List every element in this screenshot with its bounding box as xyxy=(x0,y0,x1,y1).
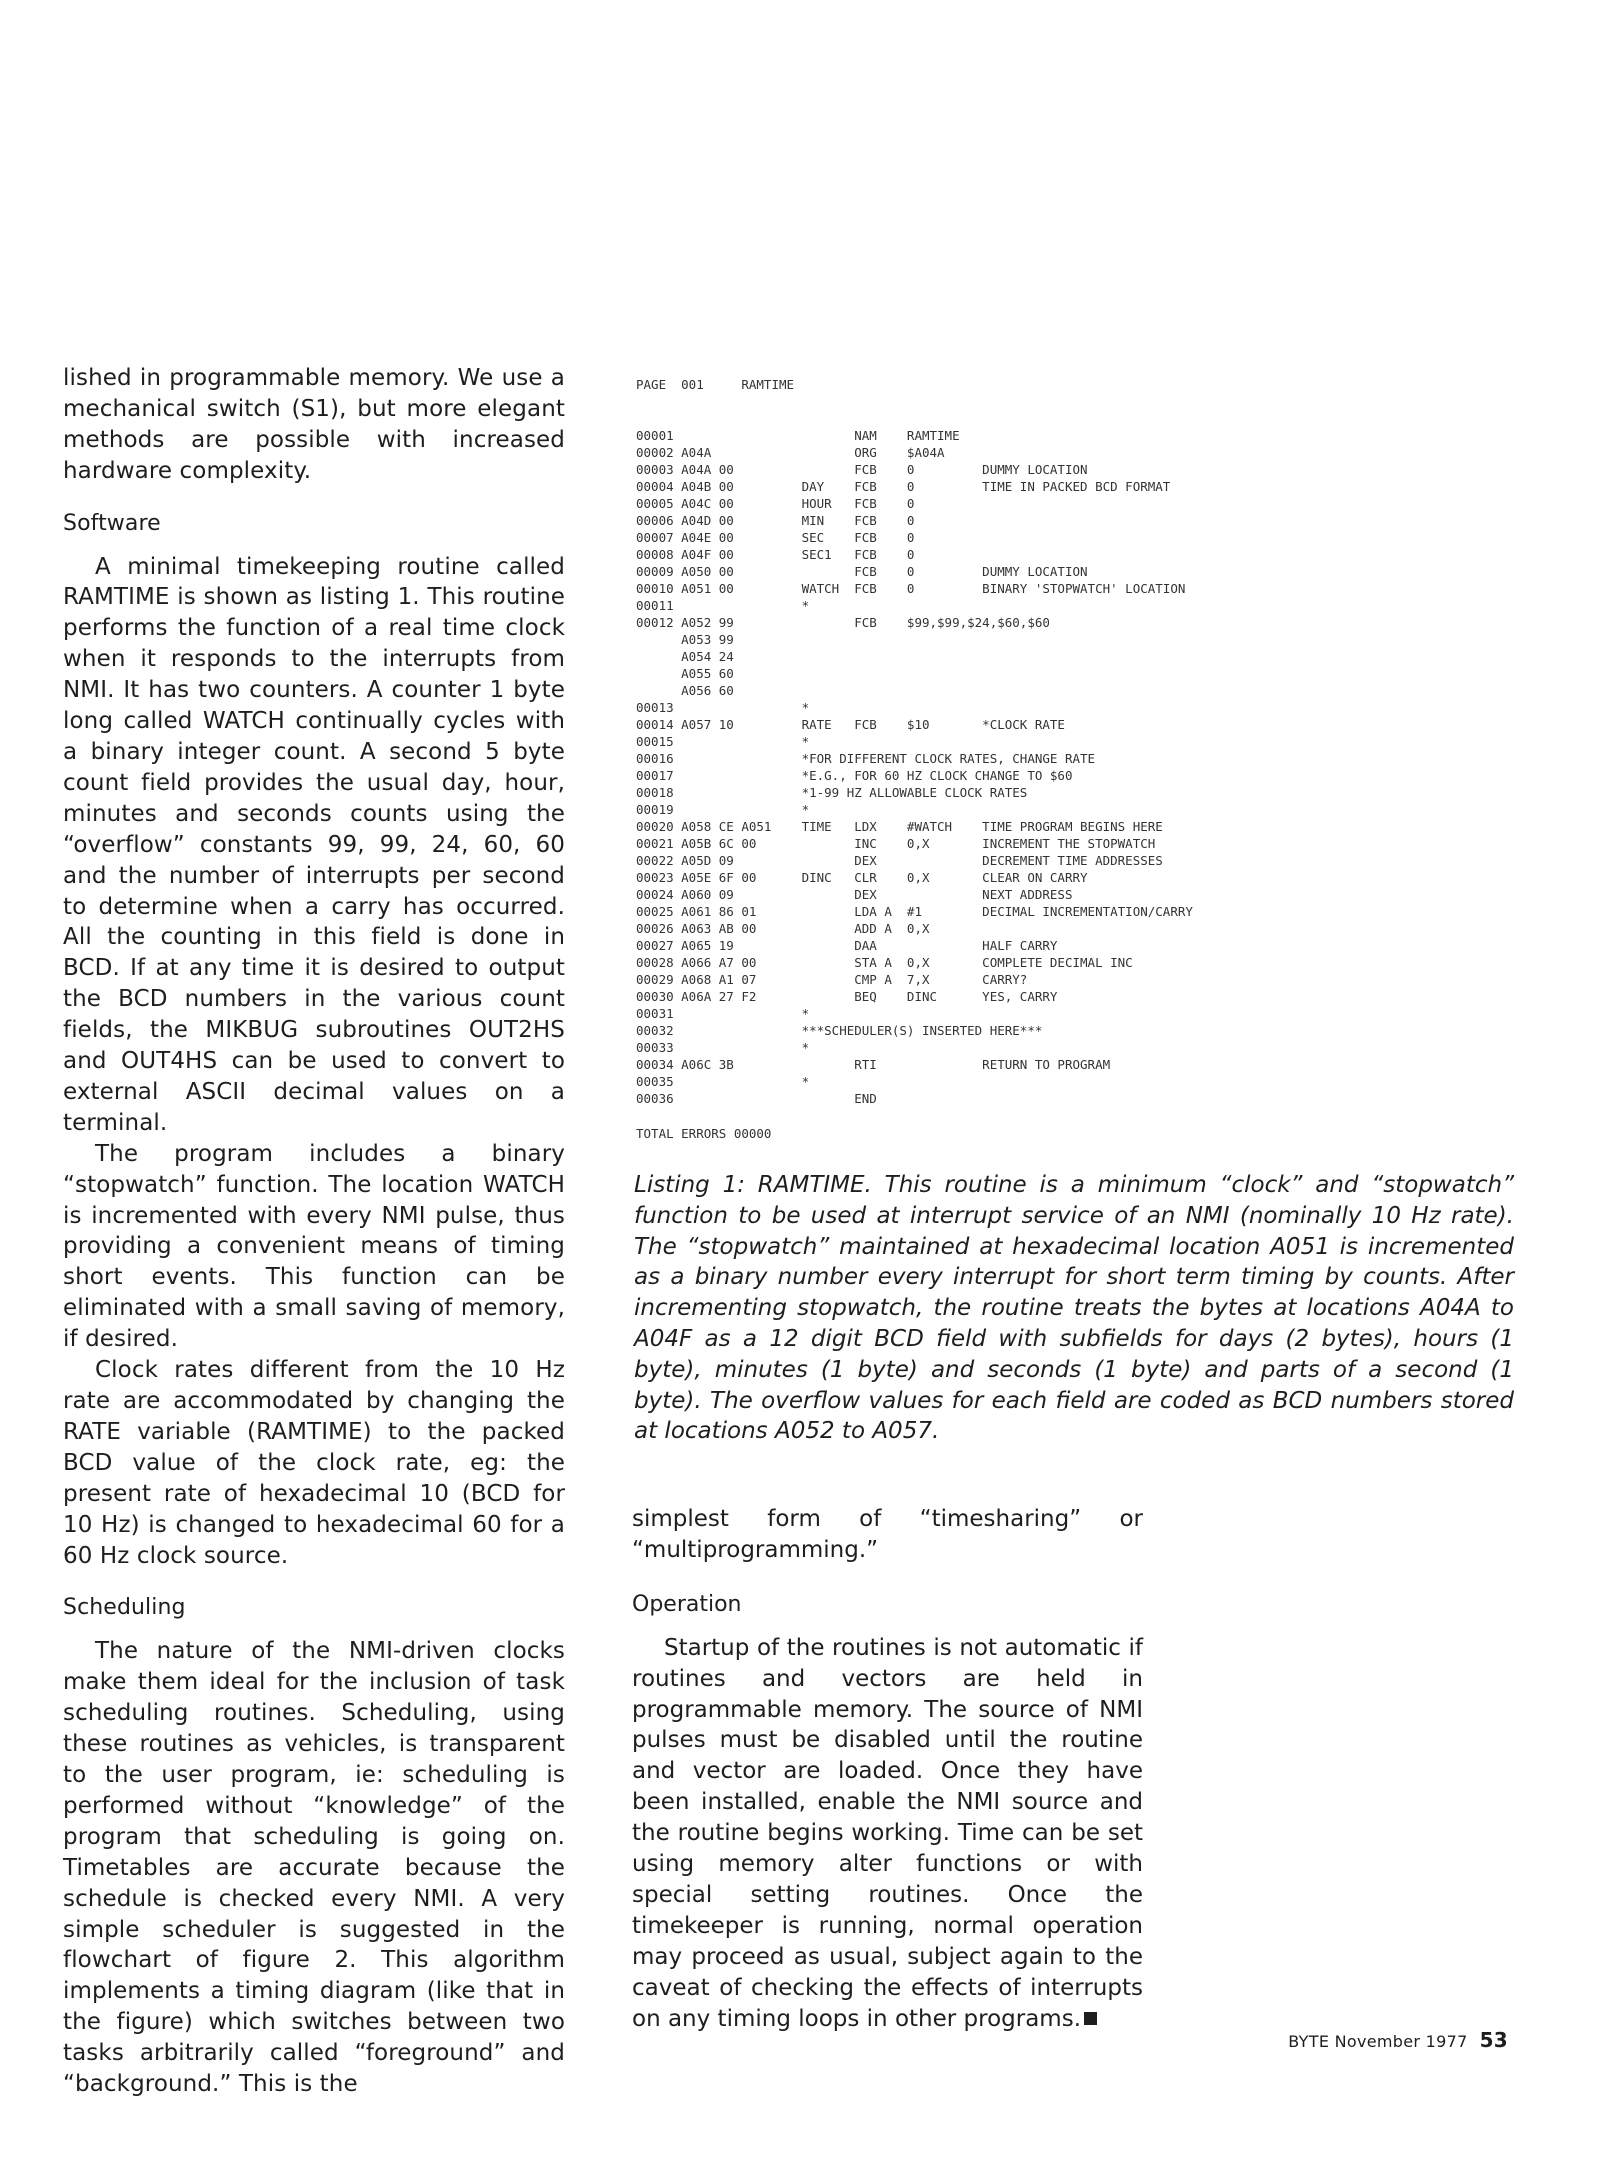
left-column xyxy=(63,363,565,2100)
paragraph-intro: lished in programmable memory. We use a mechanical switch (S1), but more elegant methods are possible with increased hardware complexity. xyxy=(63,365,565,484)
listing-line: 00013 * xyxy=(636,700,810,715)
listing-line: 00020 A058 CE A051 TIME LDX #WATCH TIME PROGRAM BEGINS HERE xyxy=(636,819,1163,834)
listing-line: 00019 * xyxy=(636,802,810,817)
listing-line: 00029 A068 A1 07 CMP A 7,X CARRY? xyxy=(636,972,1028,987)
right-column xyxy=(632,1504,1143,2035)
listing-line: 00021 A05B 6C 00 INC 0,X INCREMENT THE STOPWATCH xyxy=(636,836,1156,851)
listing-line: 00011 * xyxy=(636,598,810,613)
listing-line: 00017 *E.G., FOR 60 HZ CLOCK CHANGE TO $60 xyxy=(636,768,1073,783)
code-listing xyxy=(636,376,1356,1142)
listing-line: 00034 A06C 3B RTI RETURN TO PROGRAM xyxy=(636,1057,1111,1072)
paragraph-operation xyxy=(632,1633,1143,2035)
listing-line: 00009 A050 00 FCB 0 DUMMY LOCATION xyxy=(636,564,1088,579)
paragraph-scheduling: The nature of the NMI-driven clocks make them ideal for the inclusion of task scheduling routines. Scheduling, using these routines as vehicles, is transparent to the user program, ie: scheduling is performed without “knowledge” of the program that scheduling is going on. Timetables are accurate because the schedule is checked every NMI. A very simple scheduler is suggested in the flowchart of figure 2. This algorithm implements a timing diagram (like that in the figure) which switches between two tasks arbitrarily called “foreground” and “background.” This is the xyxy=(63,1638,565,2098)
listing-line: 00004 A04B 00 DAY FCB 0 TIME IN PACKED BCD FORMAT xyxy=(636,479,1171,494)
listing-line: A053 99 xyxy=(636,632,734,647)
listing-total-errors: TOTAL ERRORS 00000 xyxy=(636,1126,772,1141)
listing-line: 00010 A051 00 WATCH FCB 0 BINARY 'STOPWATCH' LOCATION xyxy=(636,581,1186,596)
listing-line: 00031 * xyxy=(636,1006,810,1021)
listing-line: 00002 A04A ORG $A04A xyxy=(636,445,945,460)
listing-line: 00014 A057 10 RATE FCB $10 *CLOCK RATE xyxy=(636,717,1065,732)
listing-header: PAGE 001 RAMTIME xyxy=(636,377,795,392)
listing-line: 00030 A06A 27 F2 BEQ DINC YES, CARRY xyxy=(636,989,1058,1004)
listing-line: 00005 A04C 00 HOUR FCB 0 xyxy=(636,496,915,511)
listing-line: 00027 A065 19 DAA HALF CARRY xyxy=(636,938,1058,953)
paragraph-software-1: A minimal timekeeping routine called RAMTIME is shown as listing 1. This routine performs the function of a real time clock when it responds to the interrupts from NMI. It has two counters. A counter 1 byte long called WATCH continually cycles with a binary integer count. A second 5 byte count field provides the usual day, hour, minutes and seconds counts using the “overflow” constants 99, 99, 24, 60, 60 and the number of interrupts per second to determine when a carry has occurred. All the counting in this field is done in BCD. If at any time it is desired to output the BCD numbers in the various count fields, the MIKBUG subroutines OUT2HS and OUT4HS can be used to convert to external ASCII decimal values on a terminal. xyxy=(63,553,565,1136)
paragraph-software-2: The program includes a binary “stopwatch” function. The location WATCH is incremented with every NMI pulse, thus providing a convenient means of timing short events. This function can be eliminated with a small saving of memory, if desired. xyxy=(63,1140,565,1353)
listing-line: 00025 A061 86 01 LDA A #1 DECIMAL INCREMENTATION/CARRY xyxy=(636,904,1193,919)
paragraph-operation-text: Startup of the routines is not automatic if routines and vectors are held in programmable memory. The source of NMI pulses must be disabled until the routine and vector are loaded. Once they have been installed, enable the NMI source and the routine begins working. Time can be set using memory alter functions or with special setting routines. Once the timekeeper is running, normal operation may proceed as usual, subject again to the caveat of checking the effects of interrupts on any timing loops in other programs. xyxy=(632,1634,1143,2032)
listing-line: 00036 END xyxy=(636,1091,877,1106)
paragraph-software-3: Clock rates different from the 10 Hz rate are accommodated by changing the RATE variable (RAMTIME) to the packed BCD value of the clock rate, eg: the present rate of hexadecimal 10 (BCD for 10 Hz) is changed to hexadecimal 60 for a 60 Hz clock source. xyxy=(63,1357,565,1569)
listing-line: A054 24 xyxy=(636,649,734,664)
listing-line: 00024 A060 09 DEX NEXT ADDRESS xyxy=(636,887,1073,902)
heading-operation: Operation xyxy=(632,1591,742,1617)
page-footer xyxy=(1288,2028,1508,2052)
listing-line: 00028 A066 A7 00 STA A 0,X COMPLETE DECIMAL INC xyxy=(636,955,1133,970)
listing-line: 00018 *1-99 HZ ALLOWABLE CLOCK RATES xyxy=(636,785,1028,800)
listing-line: 00012 A052 99 FCB $99,$99,$24,$60,$60 xyxy=(636,615,1050,630)
listing-line: 00032 ***SCHEDULER(S) INSERTED HERE*** xyxy=(636,1023,1043,1038)
listing-line: 00022 A05D 09 DEX DECREMENT TIME ADDRESSES xyxy=(636,853,1163,868)
listing-line: 00023 A05E 6F 00 DINC CLR 0,X CLEAR ON CARRY xyxy=(636,870,1088,885)
listing-line: 00035 * xyxy=(636,1074,810,1089)
heading-scheduling: Scheduling xyxy=(63,1595,186,1621)
listing-line: 00006 A04D 00 MIN FCB 0 xyxy=(636,513,915,528)
listing-line: 00016 *FOR DIFFERENT CLOCK RATES, CHANGE RATE xyxy=(636,751,1096,766)
footer-publication: BYTE November 1977 xyxy=(1288,2032,1468,2051)
listing-line: A056 60 xyxy=(636,683,734,698)
listing-lines xyxy=(636,427,1356,1107)
listing-line: A055 60 xyxy=(636,666,734,681)
listing-line: 00026 A063 AB 00 ADD A 0,X xyxy=(636,921,930,936)
heading-software: Software xyxy=(63,510,161,536)
listing-line: 00001 NAM RAMTIME xyxy=(636,428,960,443)
end-mark-icon xyxy=(1084,2012,1097,2025)
page-number: 53 xyxy=(1479,2028,1508,2052)
listing-line: 00008 A04F 00 SEC1 FCB 0 xyxy=(636,547,915,562)
listing-line: 00015 * xyxy=(636,734,810,749)
listing-line: 00033 * xyxy=(636,1040,810,1055)
paragraph-continue: simplest form of “timesharing” or “multiprogramming.” xyxy=(632,1506,1143,1563)
listing-caption: Listing 1: RAMTIME. This routine is a minimum “clock” and “stopwatch” function to be used at interrupt service of an NMI (nominally 10 Hz rate). The “stopwatch” maintained at hexadecimal location A051 is incremented as a binary number every interrupt for short term timing by counts. After incrementing stopwatch, the routine treats the bytes at locations A04A to A04F as a 12 digit BCD field with subfields for days (2 bytes), hours (1 byte), minutes (1 byte) and seconds (1 byte) and parts of a second (1 byte). The overflow values for each field are coded as BCD numbers stored at locations A052 to A057. xyxy=(634,1172,1514,1445)
listing-line: 00003 A04A 00 FCB 0 DUMMY LOCATION xyxy=(636,462,1088,477)
listing-line: 00007 A04E 00 SEC FCB 0 xyxy=(636,530,915,545)
